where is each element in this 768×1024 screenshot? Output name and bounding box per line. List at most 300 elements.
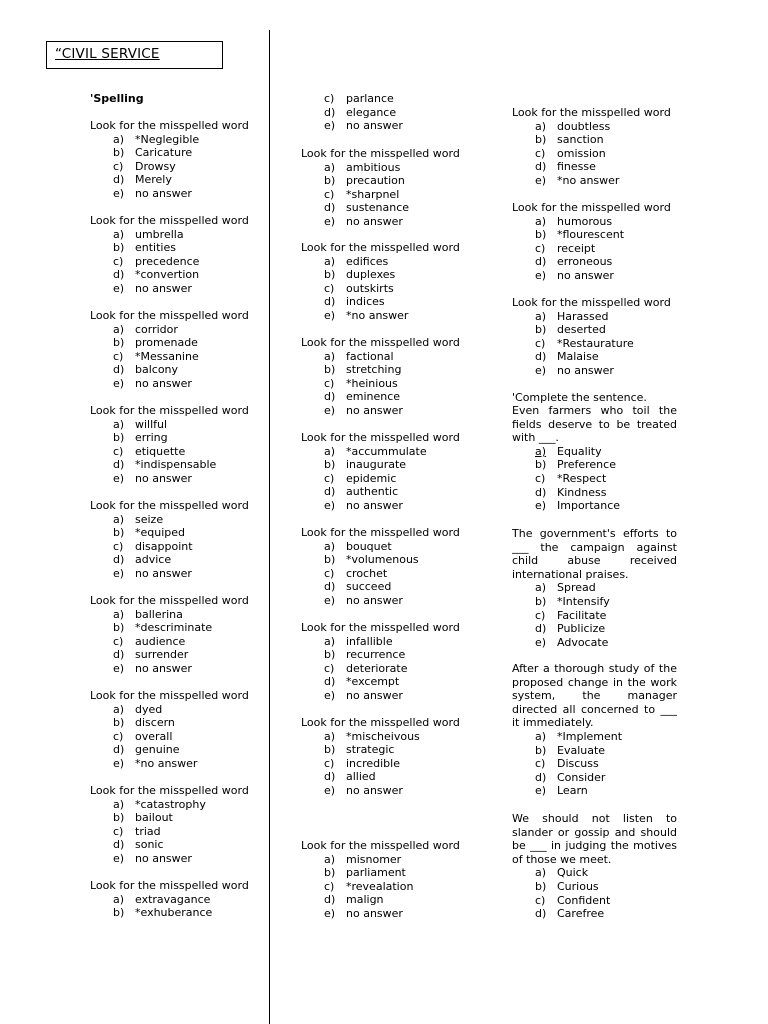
option-text: Confident bbox=[557, 893, 611, 907]
option-text: Merely bbox=[135, 173, 172, 187]
option-text: triad bbox=[135, 824, 161, 838]
option-letter: b) bbox=[324, 363, 336, 377]
option-item bbox=[90, 513, 249, 527]
option-item bbox=[512, 609, 677, 623]
option-item bbox=[301, 161, 460, 175]
option-letter: c) bbox=[113, 824, 124, 838]
question-block bbox=[301, 526, 460, 608]
option-item bbox=[90, 635, 249, 649]
option-item bbox=[90, 445, 249, 459]
option-text: overall bbox=[135, 729, 173, 743]
option-text: *no answer bbox=[346, 308, 409, 322]
option-letter: b) bbox=[113, 811, 125, 825]
option-text: balcony bbox=[135, 363, 179, 377]
option-letter: e) bbox=[324, 688, 336, 702]
option-text: ambitious bbox=[346, 160, 401, 174]
question-text: Look for the misspelled word bbox=[301, 716, 460, 729]
option-letter: d) bbox=[324, 105, 336, 119]
option-text: succeed bbox=[346, 580, 392, 594]
option-letter: d) bbox=[324, 295, 336, 309]
option-item bbox=[301, 282, 460, 296]
option-letter: a) bbox=[113, 132, 125, 146]
option-text: etiquette bbox=[135, 444, 186, 458]
option-item bbox=[90, 187, 249, 201]
option-text: inaugurate bbox=[346, 458, 407, 472]
option-item bbox=[301, 215, 460, 229]
option-item bbox=[301, 363, 460, 377]
option-letter: d) bbox=[535, 350, 547, 364]
question-block bbox=[90, 784, 249, 866]
option-text: no answer bbox=[346, 119, 403, 133]
option-item bbox=[512, 458, 677, 472]
question-text: Look for the misspelled word bbox=[301, 147, 460, 160]
question-block bbox=[512, 296, 671, 378]
option-text: Quick bbox=[557, 866, 589, 880]
option-letter: c) bbox=[535, 146, 546, 160]
option-letter: a) bbox=[324, 444, 336, 458]
option-text: Carefree bbox=[557, 907, 605, 921]
option-letter: c) bbox=[324, 566, 335, 580]
option-letter: a) bbox=[113, 607, 125, 621]
option-text: deserted bbox=[557, 323, 606, 337]
question-text: Look for the misspelled word bbox=[90, 879, 249, 892]
option-letter: a) bbox=[113, 892, 125, 906]
option-text: *catastrophy bbox=[135, 797, 206, 811]
option-letter: e) bbox=[324, 593, 336, 607]
option-item bbox=[301, 174, 460, 188]
option-item bbox=[301, 499, 460, 513]
option-text: ballerina bbox=[135, 607, 183, 621]
option-text: strategic bbox=[346, 743, 395, 757]
option-text: entities bbox=[135, 241, 176, 255]
option-letter: c) bbox=[324, 281, 335, 295]
option-text: *Neglegible bbox=[135, 132, 200, 146]
option-item bbox=[512, 445, 677, 459]
option-text: stretching bbox=[346, 363, 402, 377]
option-text: willful bbox=[135, 417, 168, 431]
option-item bbox=[90, 133, 249, 147]
option-letter: e) bbox=[535, 635, 547, 649]
option-letter: b) bbox=[535, 323, 547, 337]
option-item bbox=[90, 241, 249, 255]
option-letter: c) bbox=[324, 661, 335, 675]
option-letter: d) bbox=[113, 648, 125, 662]
question-block bbox=[90, 404, 249, 486]
option-text: bailout bbox=[135, 811, 173, 825]
option-item bbox=[90, 363, 249, 377]
question-block bbox=[90, 879, 249, 920]
option-letter: d) bbox=[113, 268, 125, 282]
option-item bbox=[512, 866, 677, 880]
option-text: Facilitate bbox=[557, 608, 607, 622]
option-item bbox=[301, 540, 460, 554]
option-letter: a) bbox=[324, 729, 336, 743]
option-letter: a) bbox=[324, 852, 336, 866]
option-item bbox=[301, 106, 403, 120]
option-letter: a) bbox=[113, 227, 125, 241]
option-letter: d) bbox=[535, 622, 547, 636]
option-letter: a) bbox=[324, 254, 336, 268]
option-letter: b) bbox=[113, 906, 125, 920]
option-letter: c) bbox=[113, 729, 124, 743]
question-block bbox=[90, 499, 249, 581]
option-text: no answer bbox=[135, 281, 192, 295]
question-text: Look for the misspelled word bbox=[90, 404, 249, 417]
option-item bbox=[90, 838, 249, 852]
option-text: *exhuberance bbox=[135, 906, 213, 920]
option-letter: c) bbox=[324, 756, 335, 770]
option-text: incredible bbox=[346, 756, 400, 770]
option-letter: c) bbox=[324, 187, 335, 201]
option-text: *mischeivous bbox=[346, 729, 420, 743]
sentence-line: slander or gossip and should bbox=[512, 825, 677, 839]
option-item bbox=[90, 621, 249, 635]
option-text: seize bbox=[135, 512, 164, 526]
option-letter: c) bbox=[535, 336, 546, 350]
option-letter: d) bbox=[535, 907, 547, 921]
sentence-line: The government's efforts to bbox=[512, 527, 677, 540]
option-letter: c) bbox=[113, 539, 124, 553]
question-continued bbox=[301, 92, 403, 133]
option-item bbox=[301, 309, 460, 323]
question-text: Look for the misspelled word bbox=[301, 431, 460, 444]
option-item bbox=[301, 268, 460, 282]
option-letter: a) bbox=[324, 160, 336, 174]
option-item bbox=[512, 350, 671, 364]
question-block bbox=[90, 119, 249, 201]
option-letter: a) bbox=[535, 866, 547, 880]
option-item bbox=[301, 743, 460, 757]
option-text: corridor bbox=[135, 322, 178, 336]
option-item bbox=[512, 215, 671, 229]
option-letter: e) bbox=[113, 376, 125, 390]
option-item bbox=[512, 310, 671, 324]
option-text: allied bbox=[346, 770, 376, 784]
option-item bbox=[512, 880, 677, 894]
option-letter: d) bbox=[324, 580, 336, 594]
option-letter: b) bbox=[324, 743, 336, 757]
option-item bbox=[512, 120, 671, 134]
option-item bbox=[301, 853, 460, 867]
option-item bbox=[90, 757, 249, 771]
option-letter: b) bbox=[113, 431, 125, 445]
option-letter: e) bbox=[113, 281, 125, 295]
option-letter: d) bbox=[113, 553, 125, 567]
option-text: recurrence bbox=[346, 648, 406, 662]
sentence-heading: 'Complete the sentence. bbox=[512, 391, 647, 404]
option-letter: e) bbox=[324, 119, 336, 133]
option-letter: d) bbox=[113, 363, 125, 377]
option-letter: e) bbox=[535, 499, 547, 513]
option-item bbox=[301, 404, 460, 418]
option-item bbox=[512, 147, 671, 161]
question-block bbox=[512, 201, 671, 283]
option-text: no answer bbox=[135, 376, 192, 390]
option-text: Drowsy bbox=[135, 159, 176, 173]
option-item bbox=[301, 784, 460, 798]
option-text: *sharpnel bbox=[346, 187, 400, 201]
option-item bbox=[90, 377, 249, 391]
option-letter: c) bbox=[324, 92, 335, 105]
option-letter: b) bbox=[113, 526, 125, 540]
sentence-line: proposed change in the work bbox=[512, 675, 677, 689]
question-block bbox=[301, 241, 460, 323]
option-letter: a) bbox=[113, 702, 125, 716]
option-text: edifices bbox=[346, 254, 389, 268]
option-text: bouquet bbox=[346, 539, 392, 553]
option-item bbox=[90, 255, 249, 269]
option-letter: a) bbox=[113, 797, 125, 811]
option-item bbox=[90, 228, 249, 242]
question-block bbox=[301, 839, 460, 921]
option-item bbox=[90, 418, 249, 432]
option-letter: e) bbox=[535, 173, 547, 187]
option-item bbox=[512, 499, 677, 513]
option-text: sustenance bbox=[346, 201, 410, 215]
option-item bbox=[512, 486, 677, 500]
question-text: Look for the misspelled word bbox=[512, 296, 671, 309]
option-item bbox=[512, 242, 671, 256]
option-text: erring bbox=[135, 431, 168, 445]
sentence-line: ___ the campaign against bbox=[512, 540, 677, 554]
option-item bbox=[90, 893, 249, 907]
option-letter: c) bbox=[535, 757, 546, 771]
option-text: no answer bbox=[557, 268, 614, 282]
option-text: no answer bbox=[346, 498, 403, 512]
option-text: Caricature bbox=[135, 146, 193, 160]
option-letter: b) bbox=[113, 621, 125, 635]
option-text: no answer bbox=[557, 363, 614, 377]
sentence-line: it immediately. bbox=[512, 716, 594, 730]
option-item bbox=[90, 540, 249, 554]
question-block bbox=[90, 309, 249, 391]
option-text: *Respect bbox=[557, 471, 607, 485]
option-item bbox=[90, 608, 249, 622]
option-text: doubtless bbox=[557, 119, 611, 133]
question-text: Look for the misspelled word bbox=[301, 621, 460, 634]
option-letter: e) bbox=[535, 363, 547, 377]
option-item bbox=[512, 269, 671, 283]
option-text: Equality bbox=[557, 444, 602, 458]
option-letter: e) bbox=[324, 214, 336, 228]
option-letter: e) bbox=[113, 566, 125, 580]
option-letter: b) bbox=[324, 174, 336, 188]
option-text: *revealation bbox=[346, 879, 414, 893]
option-text: *indispensable bbox=[135, 458, 217, 472]
option-letter: c) bbox=[113, 159, 124, 173]
question-block bbox=[512, 106, 671, 188]
option-letter: a) bbox=[535, 444, 547, 458]
option-letter: e) bbox=[113, 471, 125, 485]
option-text: eminence bbox=[346, 390, 401, 404]
option-item bbox=[301, 675, 460, 689]
sentence-line: We should not listen to bbox=[512, 812, 677, 825]
option-letter: d) bbox=[113, 173, 125, 187]
option-letter: d) bbox=[113, 838, 125, 852]
option-item bbox=[90, 431, 249, 445]
option-text: dyed bbox=[135, 702, 163, 716]
question-text: Look for the misspelled word bbox=[512, 201, 671, 214]
option-item bbox=[90, 282, 249, 296]
option-text: outskirts bbox=[346, 281, 394, 295]
option-text: Curious bbox=[557, 879, 599, 893]
question-text: Look for the misspelled word bbox=[90, 309, 249, 322]
option-text: *equiped bbox=[135, 526, 186, 540]
option-text: infallible bbox=[346, 634, 393, 648]
option-item bbox=[512, 771, 677, 785]
option-letter: a) bbox=[535, 729, 547, 743]
title-box bbox=[46, 41, 223, 69]
option-text: deteriorate bbox=[346, 661, 408, 675]
option-letter: d) bbox=[113, 743, 125, 757]
question-block bbox=[90, 689, 249, 771]
option-letter: b) bbox=[113, 336, 125, 350]
option-item bbox=[90, 553, 249, 567]
option-item bbox=[301, 866, 460, 880]
option-text: no answer bbox=[135, 471, 192, 485]
option-item bbox=[90, 906, 249, 920]
option-letter: c) bbox=[535, 893, 546, 907]
option-letter: e) bbox=[324, 783, 336, 797]
question-text: Look for the misspelled word bbox=[512, 106, 671, 119]
option-letter: d) bbox=[324, 201, 336, 215]
option-item bbox=[301, 472, 460, 486]
option-item bbox=[301, 119, 403, 133]
option-text: Discuss bbox=[557, 757, 599, 771]
question-text: Look for the misspelled word bbox=[301, 839, 460, 852]
option-item bbox=[90, 146, 249, 160]
option-item bbox=[301, 485, 460, 499]
sentence-line: be ___ in judging the motives bbox=[512, 839, 677, 853]
option-text: parlance bbox=[346, 92, 394, 105]
option-letter: e) bbox=[113, 851, 125, 865]
option-text: indices bbox=[346, 295, 385, 309]
option-letter: e) bbox=[113, 661, 125, 675]
option-letter: b) bbox=[535, 594, 547, 608]
option-item bbox=[301, 880, 460, 894]
sentence-line: directed all concerned to ___ bbox=[512, 702, 677, 716]
option-letter: e) bbox=[324, 403, 336, 417]
option-item bbox=[90, 323, 249, 337]
option-letter: d) bbox=[535, 485, 547, 499]
option-item bbox=[512, 364, 671, 378]
option-text: precedence bbox=[135, 254, 200, 268]
sentence-line: system, the manager bbox=[512, 689, 677, 703]
question-text: Look for the misspelled word bbox=[90, 119, 249, 132]
sentence-line: Even farmers who toil the bbox=[512, 404, 677, 417]
option-item bbox=[90, 472, 249, 486]
option-text: precaution bbox=[346, 174, 405, 188]
question-block bbox=[301, 431, 460, 513]
option-text: finesse bbox=[557, 160, 596, 174]
sentence-line: of those we meet. bbox=[512, 852, 612, 866]
option-text: Malaise bbox=[557, 350, 599, 364]
option-letter: e) bbox=[113, 186, 125, 200]
option-letter: d) bbox=[324, 893, 336, 907]
option-item bbox=[301, 255, 460, 269]
option-text: *Messanine bbox=[135, 349, 199, 363]
option-letter: b) bbox=[113, 716, 125, 730]
option-item bbox=[90, 852, 249, 866]
option-letter: c) bbox=[324, 879, 335, 893]
option-text: no answer bbox=[346, 906, 403, 920]
option-item bbox=[512, 622, 677, 636]
question-text: Look for the misspelled word bbox=[90, 214, 249, 227]
option-letter: b) bbox=[113, 241, 125, 255]
question-block bbox=[90, 594, 249, 676]
option-item bbox=[90, 160, 249, 174]
option-item bbox=[301, 635, 460, 649]
option-text: *Intensify bbox=[557, 594, 610, 608]
option-item bbox=[301, 188, 460, 202]
option-letter: b) bbox=[324, 866, 336, 880]
question-block bbox=[301, 716, 460, 798]
option-item bbox=[90, 268, 249, 282]
option-text: *descriminate bbox=[135, 621, 213, 635]
sentence-line: fields deserve to be treated bbox=[512, 417, 677, 431]
option-item bbox=[90, 730, 249, 744]
option-letter: b) bbox=[535, 743, 547, 757]
question-text: Look for the misspelled word bbox=[301, 241, 460, 254]
option-item bbox=[512, 133, 671, 147]
option-letter: a) bbox=[535, 119, 547, 133]
option-item bbox=[301, 377, 460, 391]
page-title: “CIVIL SERVICE bbox=[55, 46, 160, 62]
option-item bbox=[301, 907, 460, 921]
option-text: promenade bbox=[135, 336, 198, 350]
option-item bbox=[301, 553, 460, 567]
option-letter: c) bbox=[535, 241, 546, 255]
option-text: no answer bbox=[346, 214, 403, 228]
option-text: erroneous bbox=[557, 255, 613, 269]
option-text: no answer bbox=[346, 783, 403, 797]
question-text: Look for the misspelled word bbox=[90, 499, 249, 512]
option-text: Consider bbox=[557, 770, 606, 784]
option-item bbox=[512, 472, 677, 486]
sentence-question bbox=[512, 812, 677, 921]
option-item bbox=[90, 703, 249, 717]
option-letter: b) bbox=[324, 648, 336, 662]
option-item bbox=[301, 648, 460, 662]
option-item bbox=[301, 201, 460, 215]
option-item bbox=[90, 336, 249, 350]
question-block bbox=[301, 336, 460, 418]
option-item bbox=[512, 894, 677, 908]
sentence-line: child abuse received bbox=[512, 554, 677, 568]
option-item bbox=[301, 730, 460, 744]
option-item bbox=[301, 295, 460, 309]
option-item bbox=[301, 567, 460, 581]
option-item bbox=[512, 255, 671, 269]
option-letter: a) bbox=[324, 634, 336, 648]
option-item bbox=[512, 744, 677, 758]
option-letter: b) bbox=[324, 458, 336, 472]
option-text: discern bbox=[135, 716, 175, 730]
option-item bbox=[512, 323, 671, 337]
option-letter: b) bbox=[113, 146, 125, 160]
option-text: humorous bbox=[557, 214, 613, 228]
option-letter: b) bbox=[535, 228, 547, 242]
option-item bbox=[301, 770, 460, 784]
option-letter: d) bbox=[324, 770, 336, 784]
option-item bbox=[512, 636, 677, 650]
option-text: Publicize bbox=[557, 622, 606, 636]
option-item bbox=[301, 92, 403, 106]
option-item bbox=[301, 594, 460, 608]
option-letter: e) bbox=[324, 498, 336, 512]
option-letter: c) bbox=[324, 471, 335, 485]
option-item bbox=[90, 458, 249, 472]
